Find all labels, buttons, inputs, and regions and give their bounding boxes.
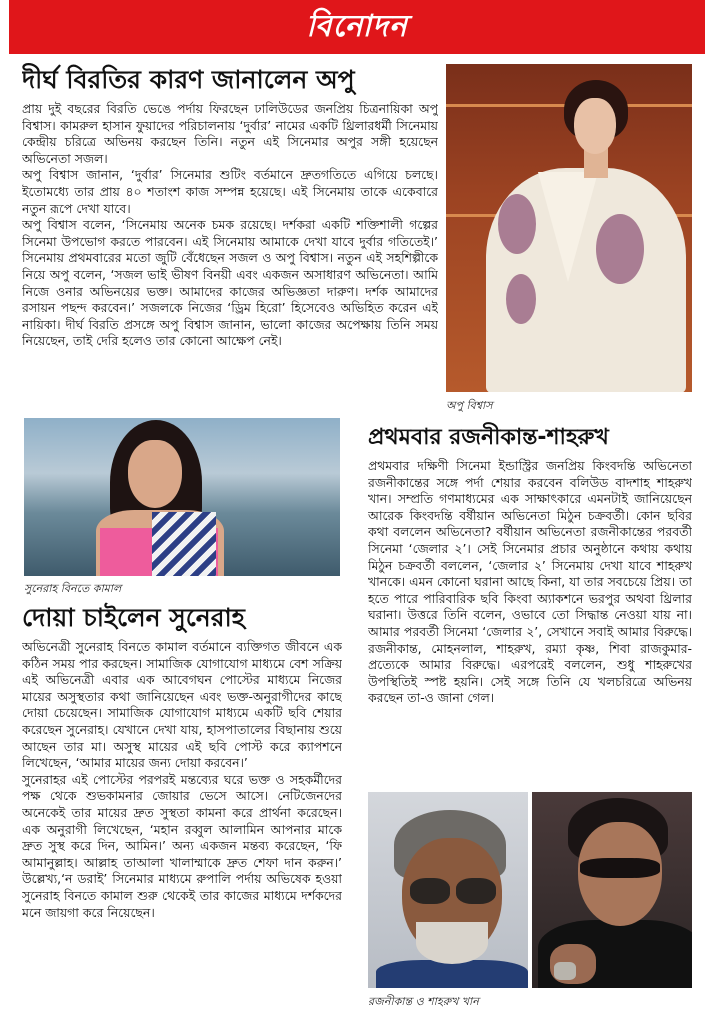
article2-headline[interactable]: দোয়া চাইলেন সুনেরাহ	[22, 603, 245, 632]
sunerah-photo-caption: সুনেরাহ বিনতে কামাল	[24, 582, 122, 595]
article1-body	[22, 101, 438, 413]
article3-body	[368, 458, 692, 784]
article3-headline[interactable]: প্রথমবার রজনীকান্ত-শাহরুখ	[368, 425, 609, 450]
shah-rukh-khan-photo	[532, 792, 692, 988]
article1-headline[interactable]: দীর্ঘ বিরতির কারণ জানালেন অপু	[22, 65, 355, 94]
article3-paragraph: প্রথমবার দক্ষিণী সিনেমা ইন্ডাস্ট্রির জনপ্রিয় কিংবদন্তি অভিনেতা রজনীকান্তের সঙ্গে পর্দা শেয়ার করবেন বলিউড বাদশাহ শাহরুখ খান। সম্প্রতি গণমাধ্যমের এক সাক্ষাৎকারে এমনটাই জানিয়েছেন আরেক কিংবদন্তি বর্ষীয়ান অভিনেতা মিঠুন চক্রবর্তী। কোন ছবির কথা বললেন অভিনেতা? বর্ষীয়ান অভিনেতা রজনীকান্তের পরবর্তী সিনেমা ‘জেলার ২’। সেই সিনেমার প্রচার অনুষ্ঠানে কথায় কথায় মিঠুন চক্রবর্তী বললেন, ‘জেলার ২’ সিনেমায় দেখা যাবে শাহরুখ খানকে। এমন কোনো ঘরানা আছে কিনা, যা তার সবচেয়ে প্রিয়। তা হতে পারে পারিবারিক ছবি কিংবা অ্যাকশনে ভরপুর অথবা থ্রিলার ঘরানা। উত্তরে তিনি বলেন, ওভাবে তো সিদ্ধান্ত নেওয়া যায় না। আমার পরবর্তী সিনেমা ‘জেলার ২’, সেখানে সবাই আমার বিরুদ্ধে। রজনীকান্ত, মোহনলাল, শাহরুখ, রম্যা কৃষ্ণ, শিবা রাজকুমার- প্রত্যেকে আমার বিরুদ্ধে। এরপরেই বললেন, শুধু শাহরুখের উপস্থিতিই স্পষ্ট হয়নি। সেই সঙ্গে তিনি যে খলচরিত্রে অভিনয় করছেন তা-ও জানা গেল।	[368, 458, 692, 706]
apu-photo-caption: অপু বিশ্বাস	[446, 399, 493, 412]
article1-paragraph: অপু বিশ্বাস জানান, ‘দুর্বার’ সিনেমার শুটিং বর্তমানে দ্রুতগতিতে এগিয়ে চলছে। ইতোমধ্যে তার প্রায় ৪০ শতাংশ কাজ সম্পন্ন হয়েছে। এই সিনেমায় তাকে একেবারে নতুন রূপে দেখা যাবে।	[22, 167, 438, 216]
article2-paragraph: অভিনেত্রী সুনেরাহ বিনতে কামাল বর্তমানে ব্যক্তিগত জীবনে এক কঠিন সময় পার করছেন। সামাজিক যোগাযোগ মাধ্যমে বেশ সক্রিয় এই অভিনেত্রী এবার এক আবেগঘন পোস্টের মাধ্যমে নিজের মায়ের অসুস্থতার কথা জানিয়েছেন এবং ভক্ত-অনুরাগীদের কাছে দোয়া চেয়েছেন। সামাজিক যোগাযোগ মাধ্যমে একটি ছবি শেয়ার করেছেন সুনেরাহ। যেখানে দেখা যায়, হাসপাতালের বিছানায় শুয়ে আছেন তার মা। অসুস্থ মায়ের এই ছবি পোস্ট করে ক্যাপশনে লিখেছেন, ‘আমার মায়ের জন্য দোয়া করবেন।’	[22, 639, 342, 771]
sunerah-photo	[24, 418, 340, 576]
article2-paragraph: সুনেরাহর এই পোস্টের পরপরই মন্তব্যের ঘরে ভক্ত ও সহকর্মীদের পক্ষ থেকে শুভকামনার জোয়ার ভেসে আসে। নেটিজেনদের অনেকেই তার মায়ের দ্রুত সুস্থতা কামনা করে প্রার্থনা করেছেন। এক অনুরাগী লিখেছেন, ‘মহান রব্বুল আলামিন আপনার মাকে দ্রুত সুস্থ করে দিন, আমিন।’ অন্য একজন মন্তব্য করেছেন, ‘ফি আমানুল্লাহ। আল্লাহ তাআলা খালাম্মাকে দ্রুত শেফা দান করুন।’ উল্লেখ্য,‘ন ডরাই’ সিনেমার মাধ্যমে রুপালি পর্দায় অভিষেক হওয়া সুনেরাহ বিনতে কামাল শুরু থেকেই তার কাজের মাধ্যমে দর্শকদের মনে জায়গা করে নিয়েছেন।	[22, 771, 342, 920]
rajini-srk-photo-caption: রজনীকান্ত ও শাহরুখ খান	[368, 995, 479, 1008]
rajinikanth-photo	[368, 792, 528, 988]
article2-body	[22, 639, 342, 1011]
apu-biswas-photo	[446, 64, 692, 392]
article1-paragraph: অপু বিশ্বাস বলেন, ‘সিনেমায় অনেক চমক রয়েছে। দর্শকরা একটি শক্তিশালী গল্পের সিনেমা উপভোগ করতে পারবেন। এই সিনেমায় আমাকে দেখা যাবে দুর্বার গতিতেই।’ সিনেমায় প্রথমবারের মতো জুটি বেঁধেছেন সজল ও অপু বিশ্বাস। নতুন এই সহশিল্পীকে নিয়ে অপু বলেন, ‘সজল ভাই ভীষণ বিনয়ী এবং একজন অসাধারণ অভিনেতা। আমি নিজে ওনার অভিনয়ের ভক্ত। আমাদের কাজের অভিজ্ঞতা দারুণ। দর্শক আমাদের রসায়ন পছন্দ করবেন।’ সজলকে নিজের ‘ড্রিম হিরো’ হিসেবেও অভিহিত করেন এই নায়িকা। দীর্ঘ বিরতি প্রসঙ্গে অপু বিশ্বাস জানান, ভালো কাজের অপেক্ষায় তিনি সময় নিয়েছেন, তাই দেরি হলেও তার কোনো আক্ষেপ নেই।	[22, 217, 438, 349]
section-banner: বিনোদন	[9, 0, 705, 54]
article1-paragraph: প্রায় দুই বছরের বিরতি ভেঙে পর্দায় ফিরছেন ঢালিউডের জনপ্রিয় চিত্রনায়িকা অপু বিশ্বাস। কামরুল হাসান ফুয়াদের পরিচালনায় ‘দুর্বার’ নামের একটি থ্রিলারধর্মী সিনেমায় কেন্দ্রীয় চরিত্রে অভিনয় করছেন তিনি। নতুন এই সিনেমার অপুর সঙ্গী হয়েছেন অভিনেতা সজল।	[22, 101, 438, 166]
